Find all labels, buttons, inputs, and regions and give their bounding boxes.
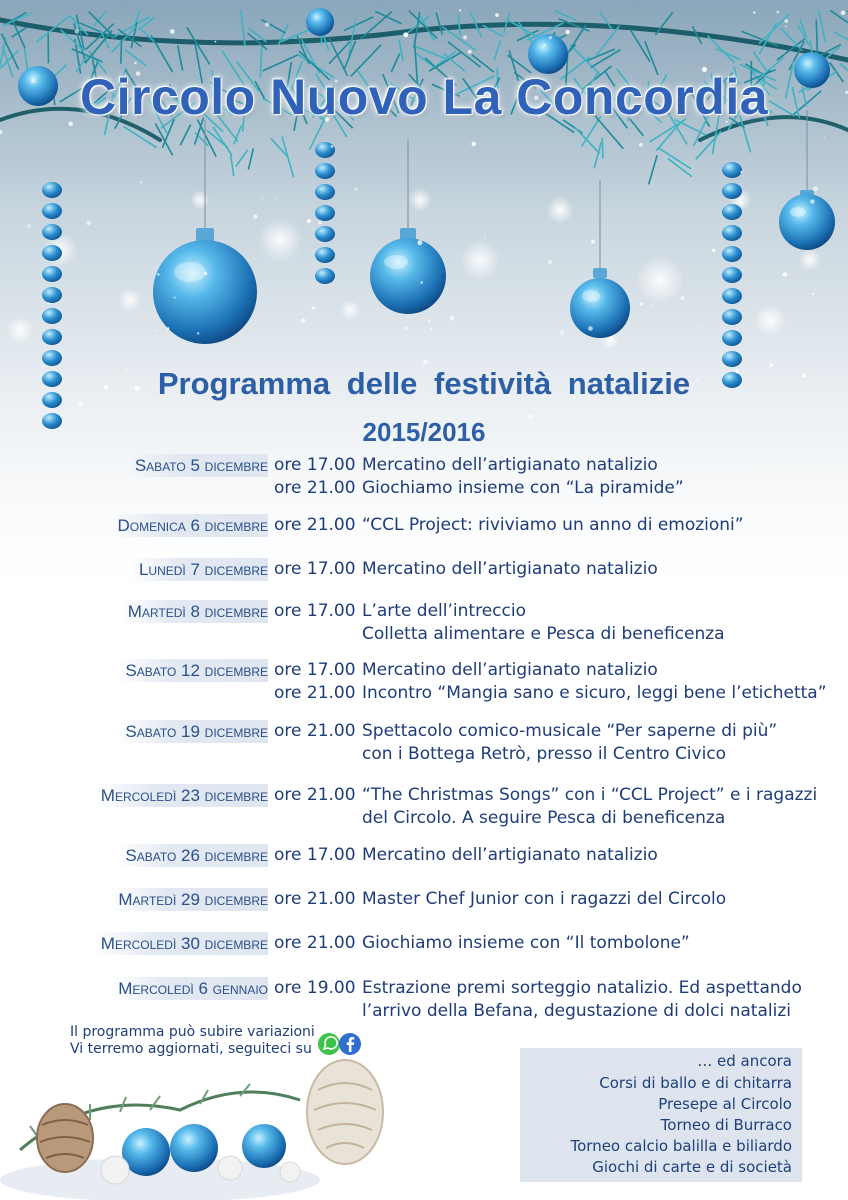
sparkle bbox=[423, 360, 428, 365]
event-day: Sabato 26 dicembre bbox=[117, 844, 268, 867]
page-title: Circolo Nuovo La Concordia bbox=[79, 69, 769, 125]
extras-item: Corsi di ballo e di chitarra bbox=[599, 1074, 792, 1092]
sparkle bbox=[783, 272, 787, 276]
sparkle bbox=[307, 219, 311, 223]
garland-bead bbox=[42, 224, 62, 240]
garland-bead bbox=[42, 308, 62, 324]
event-description: Mercatino dell’artigianato natalizio bbox=[362, 660, 658, 680]
sparkle bbox=[640, 303, 643, 306]
event-description: Mercatino dell’artigianato natalizio bbox=[362, 559, 658, 579]
sparkle bbox=[197, 332, 199, 334]
garland-bead bbox=[315, 268, 335, 284]
event-day: Sabato 5 dicembre bbox=[127, 454, 268, 477]
garland-bead bbox=[722, 225, 742, 241]
sparkle bbox=[776, 11, 779, 14]
sparkle bbox=[253, 214, 257, 218]
garland-bead bbox=[42, 266, 62, 282]
sparkle bbox=[155, 330, 157, 332]
sparkle bbox=[712, 249, 715, 252]
sparkle bbox=[301, 319, 305, 323]
sparkle bbox=[698, 326, 700, 328]
sparkle bbox=[485, 237, 487, 239]
event-time: ore 21.00 bbox=[274, 785, 356, 805]
event-time: ore 21.00 bbox=[274, 515, 356, 535]
garland-bead bbox=[722, 267, 742, 283]
garland-bead bbox=[42, 245, 62, 261]
sparkle bbox=[86, 221, 91, 226]
sparkle bbox=[543, 44, 545, 46]
event-description: Giochiamo insieme con “La piramide” bbox=[362, 478, 684, 498]
garland-bead bbox=[42, 203, 62, 219]
garland-bead bbox=[315, 142, 335, 158]
sparkle bbox=[841, 11, 846, 16]
event-day: Sabato 12 dicembre bbox=[117, 659, 268, 682]
sparkle bbox=[753, 11, 756, 14]
garland-bead bbox=[722, 309, 742, 325]
sparkle bbox=[740, 201, 744, 205]
event-day: Domenica 6 dicembre bbox=[109, 514, 268, 537]
sparkle bbox=[463, 35, 467, 39]
garland-bead bbox=[315, 184, 335, 200]
garland-bead bbox=[315, 205, 335, 221]
garland-bead bbox=[722, 351, 742, 367]
sparkle bbox=[651, 304, 654, 307]
event-time: ore 19.00 bbox=[274, 978, 356, 998]
garland-bead bbox=[42, 287, 62, 303]
sparkle bbox=[318, 221, 322, 225]
sparkle bbox=[48, 302, 50, 304]
garland-bead bbox=[722, 288, 742, 304]
sparkle bbox=[812, 293, 814, 295]
event-time: ore 21.00 bbox=[274, 683, 356, 703]
event-day: Mercoledì 30 dicembre bbox=[93, 932, 268, 955]
extras-item: Presepe al Circolo bbox=[658, 1095, 792, 1113]
event-description: Giochiamo insieme con “Il tombolone” bbox=[362, 933, 690, 953]
event-time: ore 17.00 bbox=[274, 455, 356, 475]
sparkle bbox=[785, 26, 787, 28]
sparkle bbox=[560, 330, 564, 334]
sparkle bbox=[75, 29, 80, 34]
sparkle bbox=[157, 273, 159, 275]
garland-bead bbox=[722, 204, 742, 220]
sparkle bbox=[79, 402, 84, 407]
program-year: 2015/2016 bbox=[362, 417, 486, 447]
sparkle bbox=[740, 171, 742, 173]
sparkle bbox=[403, 32, 408, 37]
event-day: Mercoledì 6 gennaio bbox=[110, 977, 268, 1000]
extras-item: Torneo calcio balilla e biliardo bbox=[570, 1137, 792, 1155]
sparkle bbox=[548, 260, 553, 265]
sparkle bbox=[27, 224, 31, 228]
sparkle bbox=[680, 296, 684, 300]
event-time: ore 21.00 bbox=[274, 933, 356, 953]
sparkle bbox=[430, 328, 432, 330]
event-description: con i Bottega Retrò, presso il Centro Civico bbox=[362, 744, 727, 764]
event-day: Mercoledì 23 dicembre bbox=[93, 784, 268, 807]
sparkle bbox=[472, 142, 476, 146]
program-subtitle: Programma delle festività natalizie bbox=[157, 366, 691, 401]
garland-bead bbox=[722, 330, 742, 346]
sparkle bbox=[468, 50, 472, 54]
extras-item: … ed ancora bbox=[697, 1052, 792, 1070]
sparkle bbox=[275, 197, 277, 199]
garland-bead bbox=[722, 162, 742, 178]
garland-bead bbox=[722, 183, 742, 199]
garland-bead bbox=[315, 163, 335, 179]
sparkle bbox=[215, 41, 217, 43]
social-icons bbox=[316, 1030, 364, 1058]
event-description: Master Chef Junior con i ragazzi del Circolo bbox=[362, 889, 727, 909]
sparkle bbox=[549, 36, 552, 39]
garland-bead bbox=[315, 226, 335, 242]
event-time: ore 17.00 bbox=[274, 660, 356, 680]
event-description: del Circolo. A seguire Pesca di beneficenza bbox=[362, 808, 726, 828]
sparkle bbox=[495, 13, 498, 16]
sparkle bbox=[265, 22, 269, 26]
sparkle bbox=[591, 240, 595, 244]
event-description: Mercatino dell’artigianato natalizio bbox=[362, 455, 658, 475]
event-description: “CCL Project: riviviamo un anno di emozioni” bbox=[362, 515, 744, 535]
sparkle bbox=[639, 143, 643, 147]
garland-bead bbox=[722, 246, 742, 262]
sparkle bbox=[813, 186, 818, 191]
event-day: Lunedì 7 dicembre bbox=[131, 558, 268, 581]
sparkle bbox=[204, 272, 207, 275]
sparkle bbox=[824, 137, 826, 139]
event-day: Martedì 8 dicembre bbox=[120, 600, 268, 623]
garland-bead bbox=[42, 350, 62, 366]
event-time: ore 21.00 bbox=[274, 889, 356, 909]
sparkle bbox=[417, 240, 422, 245]
sparkle bbox=[331, 145, 334, 148]
event-day: Sabato 19 dicembre bbox=[117, 720, 268, 743]
sparkle bbox=[140, 181, 142, 183]
event-description: Incontro “Mangia sano e sicuro, leggi bene l’etichetta” bbox=[362, 683, 827, 703]
garland-bead bbox=[42, 182, 62, 198]
event-time: ore 17.00 bbox=[274, 601, 356, 621]
whatsapp-icon[interactable] bbox=[318, 1033, 340, 1055]
event-description: Mercatino dell’artigianato natalizio bbox=[362, 845, 658, 865]
variation-note: Il programma può subire variazioni bbox=[70, 1024, 315, 1040]
garland-bead bbox=[42, 329, 62, 345]
event-description: Colletta alimentare e Pesca di beneficenza bbox=[362, 624, 725, 644]
event-description: Estrazione premi sorteggio natalizio. Ed aspettando bbox=[362, 978, 802, 998]
event-time: ore 17.00 bbox=[274, 559, 356, 579]
sparkle bbox=[312, 306, 315, 309]
sparkle bbox=[784, 19, 788, 23]
event-description: l’arrivo della Befana, degustazione di dolci natalizi bbox=[362, 1001, 791, 1021]
sparkle bbox=[134, 62, 137, 65]
sparkle bbox=[355, 188, 358, 191]
extras-item: Torneo di Burraco bbox=[660, 1116, 792, 1134]
event-description: “The Christmas Songs” con i “CCL Project” e i ragazzi bbox=[362, 785, 818, 805]
event-time: ore 17.00 bbox=[274, 845, 356, 865]
facebook-icon[interactable] bbox=[339, 1033, 361, 1055]
event-description: L’arte dell’intreccio bbox=[362, 601, 526, 621]
pine-needle bbox=[602, 138, 603, 159]
event-day: Martedì 29 dicembre bbox=[110, 888, 268, 911]
garland-bead bbox=[315, 247, 335, 263]
sparkle bbox=[170, 29, 175, 34]
sparkle bbox=[428, 319, 431, 322]
follow-note: Vi terremo aggiornati, seguiteci su bbox=[70, 1041, 312, 1057]
sparkle bbox=[420, 281, 423, 284]
sparkle bbox=[459, 9, 461, 11]
event-time: ore 21.00 bbox=[274, 721, 356, 741]
extras-item: Giochi di carte e di società bbox=[592, 1158, 792, 1176]
sparkle bbox=[261, 197, 263, 199]
event-time: ore 21.00 bbox=[274, 478, 356, 498]
sparkle bbox=[588, 326, 593, 331]
sparkle bbox=[566, 30, 570, 34]
sparkle bbox=[174, 296, 176, 298]
sparkle bbox=[167, 327, 169, 329]
pine-needle bbox=[121, 39, 122, 64]
sparkle bbox=[405, 327, 408, 330]
sparkle bbox=[810, 199, 814, 203]
event-description: Spettacolo comico-musicale “Per saperne di più” bbox=[362, 721, 778, 741]
sparkle bbox=[450, 316, 454, 320]
